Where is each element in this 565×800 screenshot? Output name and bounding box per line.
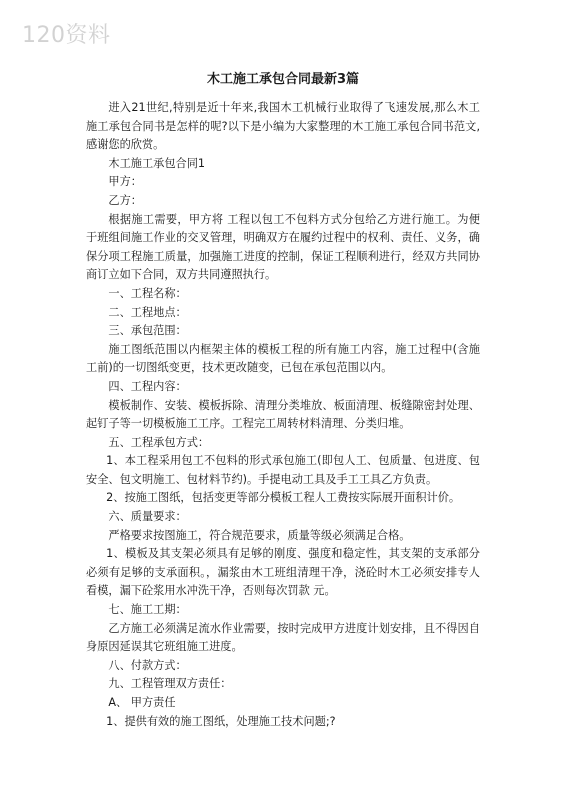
section-heading: 八、付款方式：	[108, 658, 187, 672]
scope-paragraph: 施工图纸范围以内框架主体的模板工程的所有施工内容，施工过程中(含施工前)的一切图纸变更，技术更改随变，已包在承包范围以内。	[86, 342, 480, 375]
clause-paragraph: 1、本工程采用包工不包料的形式承包施工(即包人工、包质量、包进度、包安全、包文明施工、包材料节约)。手提电动工具及手工工具乙方负责。	[86, 454, 480, 486]
section-heading: 一、工程名称：	[108, 286, 187, 300]
contract-heading: 木工施工承包合同1	[108, 156, 206, 170]
subsection-heading: A、 甲方责任	[108, 696, 176, 709]
party-a-line: 甲方：	[108, 175, 142, 189]
intro-paragraph: 进入21世纪,特别是近十年来,我国木工机械行业取得了飞速发展,那么木工施工承包合同书是怎样的呢?以下是小编为大家整理的木工施工承包合同书范文,感谢您的欣赏。	[86, 101, 480, 152]
clause-paragraph: 1、提供有效的施工图纸，处理施工技术问题;?	[106, 714, 336, 728]
document-body	[86, 99, 480, 731]
party-b-line: 乙方：	[108, 193, 142, 207]
schedule-paragraph: 乙方施工必须满足流水作业需要，按时完成甲方进度计划安排，且不得因自身原因延误其它班组施工进度。	[86, 621, 480, 654]
document-title: 木工施工承包合同最新3篇	[206, 72, 360, 87]
section-heading: 二、工程地点：	[108, 305, 187, 319]
content-paragraph: 模板制作、安装、模板拆除、清理分类堆放、板面清理、板缝隙密封处理、起钉子等一切模板施工工序。工程完工周转材料清理、分类归堆。	[86, 398, 480, 431]
clause-paragraph: 1、模板及其支架必须具有足够的刚度、强度和稳定性，其支架的支承部分必须有足够的支承面积。，漏浆由木工班组清理干净，浇砼时木工必须安排专人看模，漏下砼浆用水冲洗干净，否则每次罚款 元。	[86, 547, 480, 598]
watermark: 120资料	[22, 23, 111, 48]
quality-paragraph: 严格要求按图施工，符合规范要求，质量等级必须满足合格。	[108, 528, 411, 542]
section-heading: 七、施工工期：	[108, 603, 187, 617]
section-heading: 五、工程承包方式：	[108, 435, 210, 449]
clause-paragraph: 2、按施工图纸，包括变更等部分模板工程人工费按实际展开面积计价。	[106, 491, 461, 505]
section-heading: 九、工程管理双方责任：	[108, 677, 232, 691]
section-heading: 三、承包范围：	[108, 324, 187, 338]
section-heading: 六、质量要求：	[108, 510, 187, 524]
preamble-paragraph: 根据施工需要，甲方将 工程以包工不包料方式分包给乙方进行施工。为便于班组间施工作业的交叉管理，明确双方在履约过程中的权利、责任、义务，确保分项工程施工质量，加强施工进度的控制，保证工程顺利进行，经双方共同协商订立如下合同，双方共同遵照执行。	[86, 212, 480, 282]
section-heading: 四、工程内容：	[108, 379, 187, 393]
